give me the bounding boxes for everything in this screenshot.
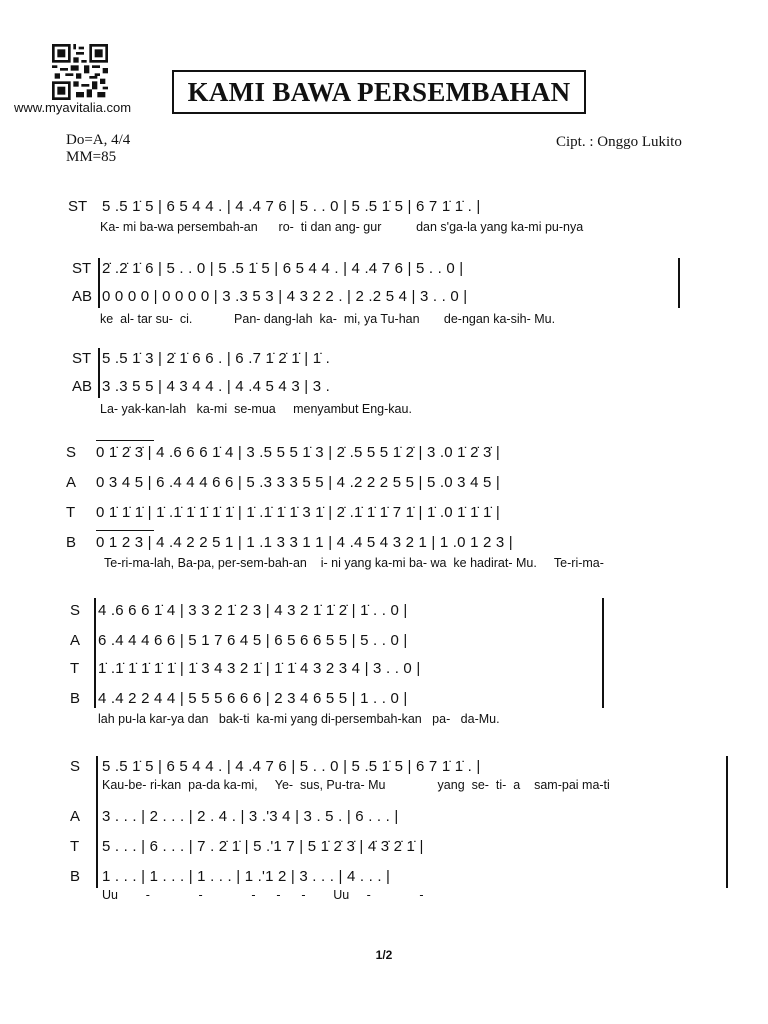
system-1 <box>0 190 768 240</box>
part-label-a: A <box>66 474 77 491</box>
notes-a: 6 .4 4 4 6 6 | 5 1 7 6 4 5 | 6 5 6 6 5 5 | 5 . . 0 | <box>98 632 408 649</box>
notes-a: 3 . . . | 2 . . . | 2 . 4 . | 3 .'3 4 | 3 . 5 . | 6 . . . | <box>102 808 399 825</box>
website-url: www.myavitalia.com <box>14 100 132 115</box>
notes-s: 4 .6 6 6 1̇ 4 | 3 3 2 1̇ 2 3 | 4 3 2 1̇ 1̇ 2̇ | 1̇ . . 0 | <box>98 602 408 619</box>
part-label-st: ST <box>72 350 92 367</box>
qr-code <box>52 44 108 100</box>
system-6 <box>0 752 768 912</box>
part-label-t: T <box>66 504 76 521</box>
lyrics-line: La- yak-kan-lah ka-mi se-mua menyambut Eng-kau. <box>100 402 412 416</box>
page-number: 1/2 <box>375 948 393 962</box>
notes-b: 0 1 2 3 | 4 .4 2 2 5 1 | 1 .1 3 3 1 1 | 4 .4 5 4 3 2 1 | 1 .0 1 2 3 | <box>96 534 513 551</box>
part-label-a: A <box>70 632 81 649</box>
lyrics-line: Te-ri-ma-lah, Ba-pa, per-sem-bah-an i- ni yang ka-mi ba- wa ke hadirat- Mu. Te-ri-ma- <box>104 556 604 570</box>
song-title: KAMI BAWA PERSEMBAHAN <box>172 70 586 114</box>
key-signature: Do=A, 4/4 <box>66 132 131 148</box>
notes-t: 1̇ .1̇ 1̇ 1̇ 1̇ 1̇ | 1̇ 3 4 3 2 1̇ | 1̇ 1̇ 4 3 2 3 4 | 3 . . 0 | <box>98 660 421 677</box>
notes-ab: 0 0 0 0 | 0 0 0 0 | 3 .3 5 3 | 4 3 2 2 . | 2 .2 5 4 | 3 . . 0 | <box>102 288 468 305</box>
notes-ab: 3 .3 5 5 | 4 3 4 4 . | 4 .4 5 4 3 | 3 . <box>102 378 330 395</box>
part-label-ab: AB <box>72 378 93 395</box>
lyrics-bass: Uu - - - - - Uu - - <box>102 888 424 902</box>
system-5 <box>0 598 768 732</box>
notes-st: 5 .5 1̇ 5 | 6 5 4 4 . | 4 .4 7 6 | 5 . . 0 | 5 .5 1̇ 5 | 6 7 1̇ 1̇ . | <box>102 198 481 215</box>
composer-credit: Cipt. : Onggo Lukito <box>556 134 682 150</box>
notes-st: 2̇ .2̇ 1̇ 6 | 5 . . 0 | 5 .5 1̇ 5 | 6 5 4 4 . | 4 .4 7 6 | 5 . . 0 | <box>102 260 464 277</box>
notes-t: 0 1̇ 1̇ 1̇ | 1̇ .1̇ 1̇ 1̇ 1̇ 1̇ | 1̇ .1̇ 1̇ 1̇ 3 1̇ | 2̇ .1̇ 1̇ 1̇ 7 1̇ | 1̇ .0 1̇ 1̇ 1̇ | <box>96 504 500 521</box>
part-label-b: B <box>70 868 81 885</box>
part-label-s: S <box>66 444 77 461</box>
notes-b: 4 .4 2 2 4 4 | 5 5 5 6 6 6 | 2 3 4 6 5 5 | 1 . . 0 | <box>98 690 408 707</box>
system-3 <box>0 346 768 422</box>
lyrics-line: Ka- mi ba-wa persembah-an ro- ti dan ang- gur dan s'ga-la yang ka-mi pu-nya <box>100 220 584 234</box>
notes-s: 5 .5 1̇ 5 | 6 5 4 4 . | 4 .4 7 6 | 5 . . 0 | 5 .5 1̇ 5 | 6 7 1̇ 1̇ . | <box>102 758 481 775</box>
part-label-t: T <box>70 660 80 677</box>
part-label-s: S <box>70 602 81 619</box>
system-2 <box>0 256 768 336</box>
part-label-s: S <box>70 758 81 775</box>
tempo-marking: MM=85 <box>66 149 117 165</box>
lyrics-line: lah pu-la kar-ya dan bak-ti ka-mi yang di-persembah-kan pa- da-Mu. <box>98 712 500 726</box>
part-label-st: ST <box>72 260 92 277</box>
part-label-b: B <box>70 690 81 707</box>
notes-b: 1 . . . | 1 . . . | 1 . . . | 1 .'1 2 | 3 . . . | 4 . . . | <box>102 868 391 885</box>
notes-t: 5 . . . | 6 . . . | 7 . 2̇ 1̇ | 5 .'1 7 | 5 1̇ 2̇ 3̇ | 4̇ 3̇ 2̇ 1̇ | <box>102 838 424 855</box>
part-label-b: B <box>66 534 77 551</box>
part-label-ab: AB <box>72 288 93 305</box>
lyrics-line: ke al- tar su- ci. Pan- dang-lah ka- mi, ya Tu-han de-ngan ka-sih- Mu. <box>100 312 556 326</box>
notes-st: 5 .5 1̇ 3 | 2̇ 1̇ 6 6 . | 6 .7 1̇ 2̇ 1̇ | 1̇ . <box>102 350 330 367</box>
part-label-t: T <box>70 838 80 855</box>
notes-s: 0 1̇ 2̇ 3̇ | 4 .6 6 6 1̇ 4 | 3 .5 5 5 1̇ 3 | 2̇ .5 5 5 1̇ 2̇ | 3 .0 1̇ 2̇ 3̇ | <box>96 444 500 461</box>
lyrics-soprano: Kau-be- ri-kan pa-da ka-mi, Ye- sus, Pu-tra- Mu yang se- ti- a sam-pai ma-ti <box>102 778 610 792</box>
system-4 <box>0 436 768 576</box>
notes-a: 0 3 4 5 | 6 .4 4 4 6 6 | 5 .3 3 3 5 5 | 4 .2 2 2 5 5 | 5 .0 3 4 5 | <box>96 474 500 491</box>
part-label-st: ST <box>68 198 88 215</box>
part-label-a: A <box>70 808 81 825</box>
